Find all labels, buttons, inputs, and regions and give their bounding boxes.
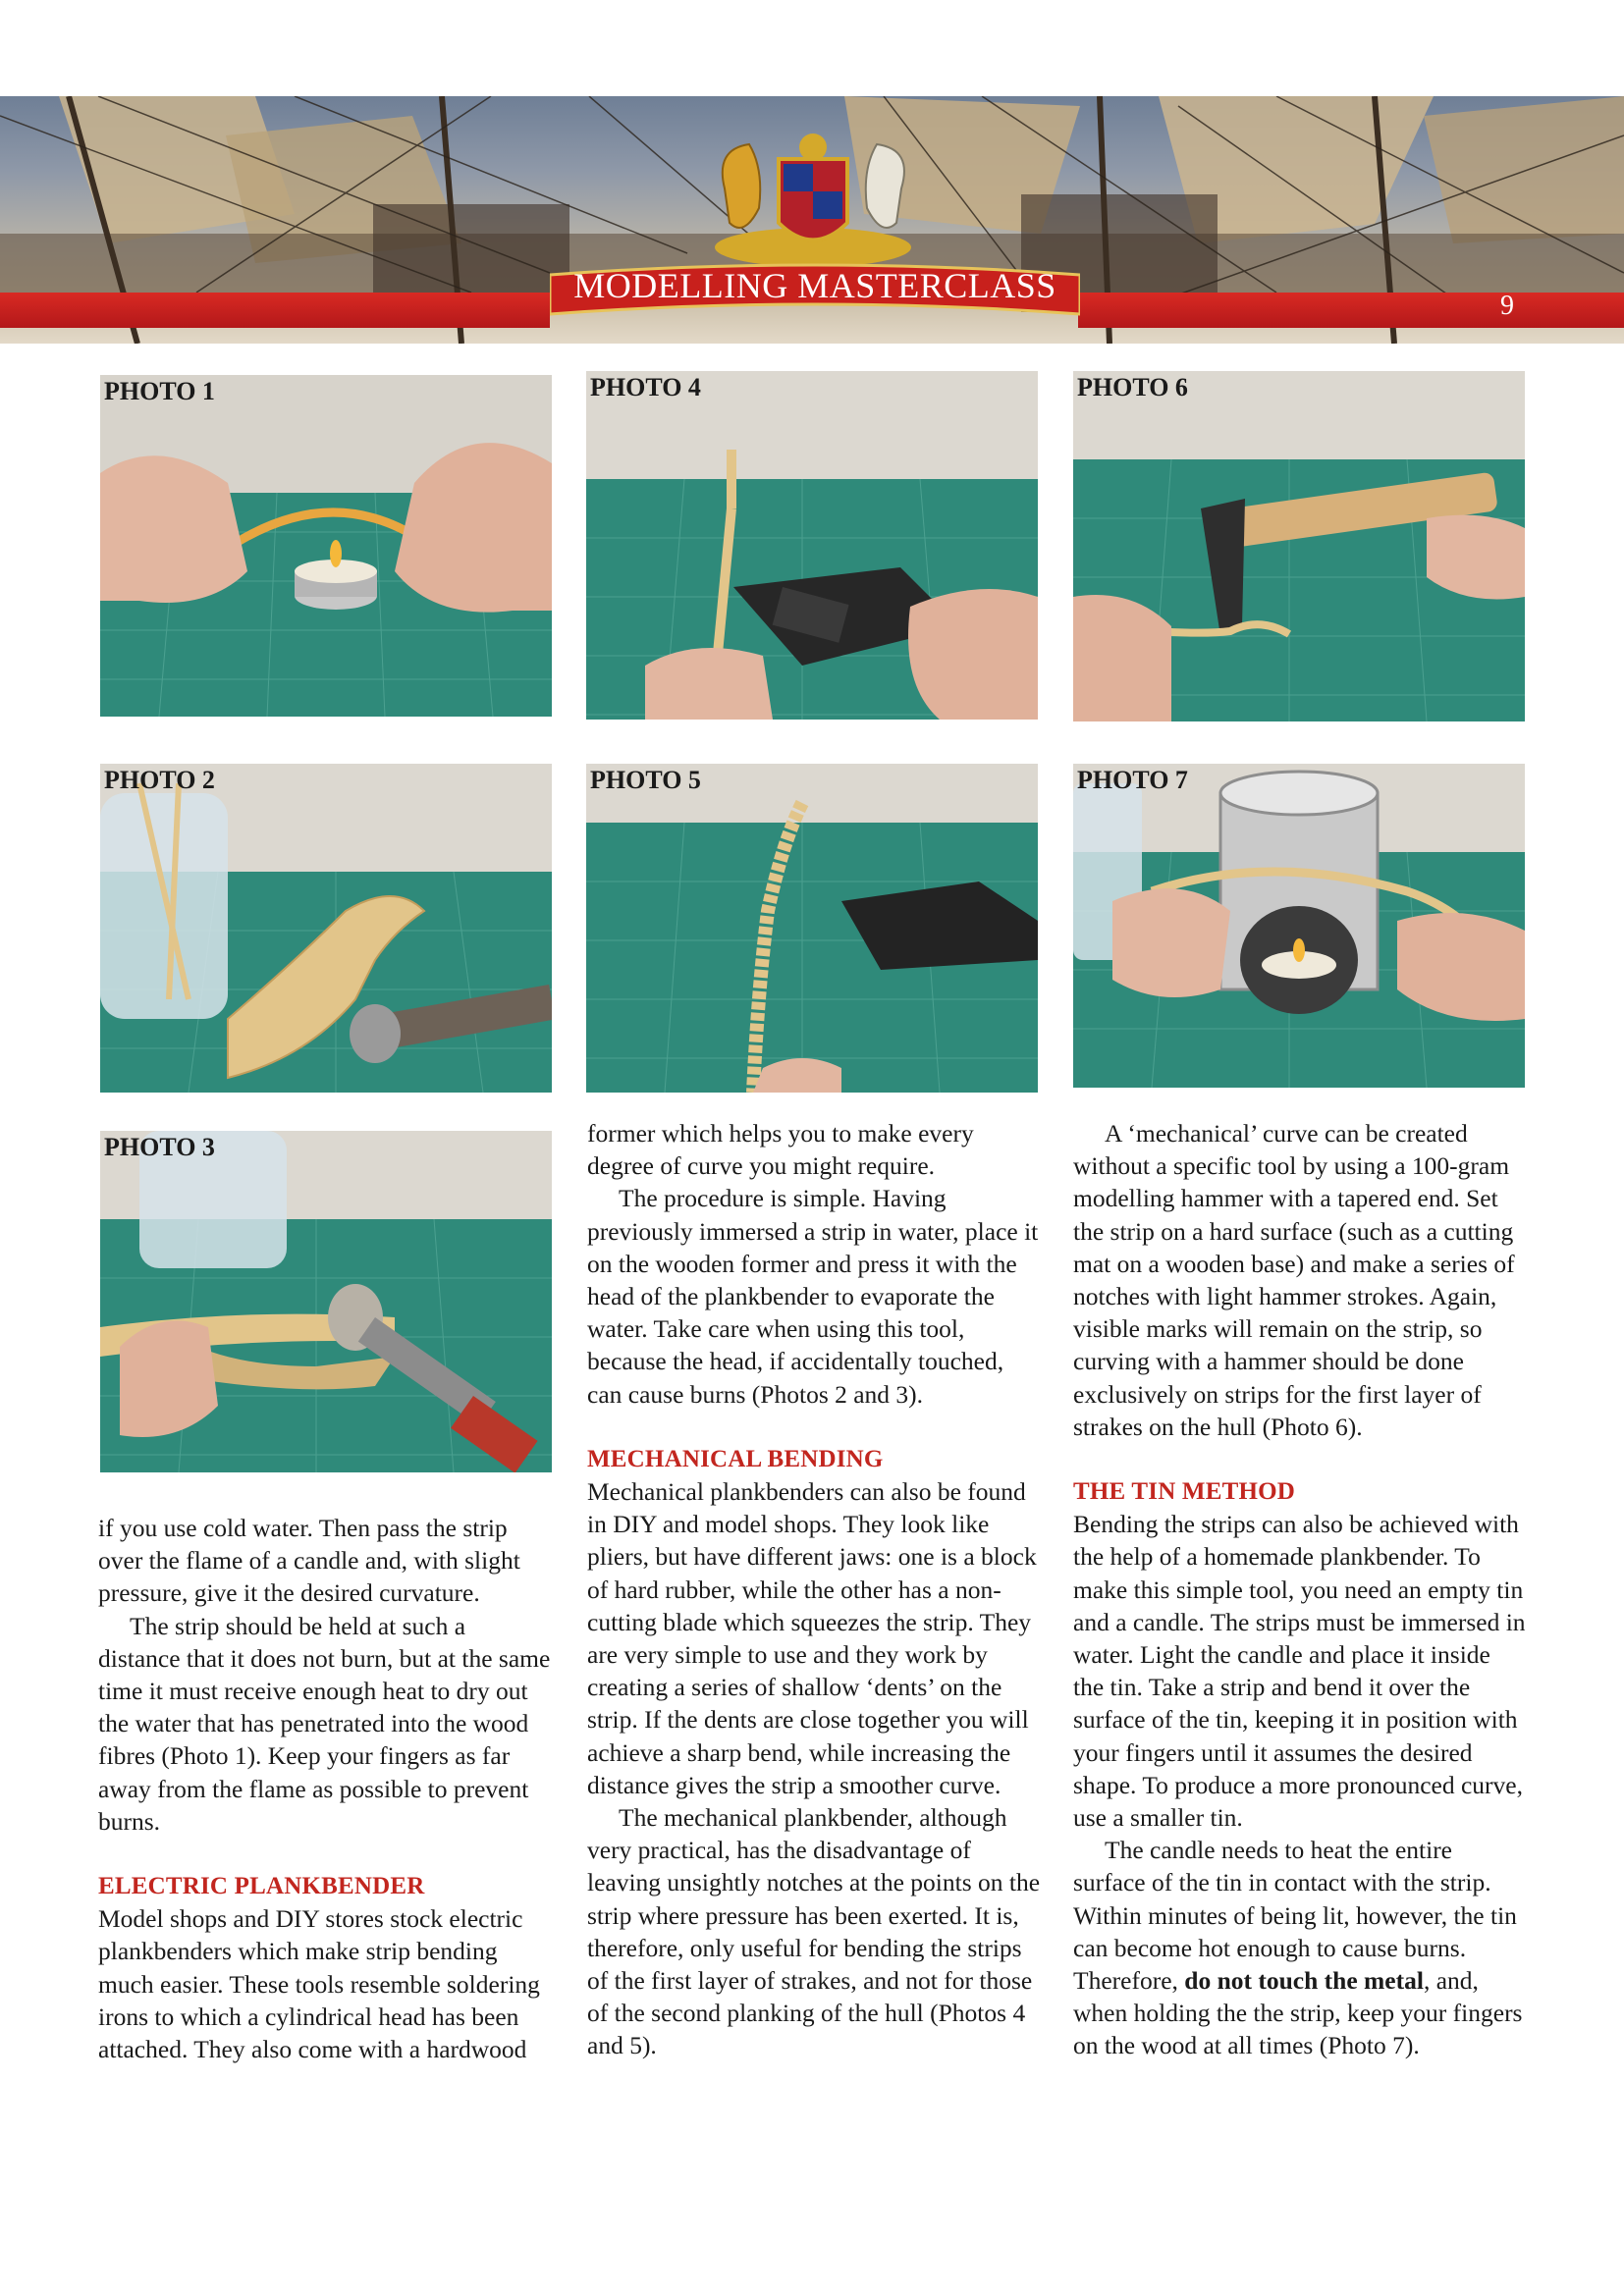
paragraph: The mechanical plankbender, although very practical, has the disadvantage of leaving unsightly notches at the points on the strip where pressure has been exerted. It is, therefore, only useful for bending the strips of the first layer of strakes, and not for those of the second planking of the hull (Photos 4 and 5). <box>587 1803 1041 2060</box>
photo-1-candle-bending <box>100 375 552 717</box>
photo-1-label: PHOTO 1 <box>104 377 215 405</box>
paragraph: if you use cold water. Then pass the strip over the flame of a candle and, with slight pressure, give it the desired curvature. <box>98 1514 520 1608</box>
paragraph: Bending the strips can also be achieved with the help of a homemade plankbender. To make this simple tool, you need an empty tin and a candle. The strips must be immersed in water. Light the candle and place it inside the tin. Take a strip and bend it over the surface of the tin, keeping it in position with your fingers until it assumes the desired shape. To produce a more pronounced curve, use a smaller tin. <box>1073 1510 1526 1833</box>
page-number: 9 <box>1500 291 1514 321</box>
photo-5-notched-strip <box>586 764 1038 1093</box>
photo-7-label: PHOTO 7 <box>1077 766 1188 794</box>
paragraph: The procedure is simple. Having previously immersed a strip in water, place it on the wooden former and press it with the head of the plankbender to evaporate the water. Take care when using this tool, because the head, if accidentally touched, can cause burns (Photos 2 and 3). <box>587 1184 1039 1409</box>
header-red-bar-right <box>1078 293 1624 328</box>
section-heading-electric-plankbender: ELECTRIC PLANKBENDER <box>98 1873 425 1900</box>
section-heading-mechanical-bending: MECHANICAL BENDING <box>587 1445 884 1472</box>
photo-4-mechanical-plankbender <box>586 371 1038 720</box>
photo-2-label: PHOTO 2 <box>104 766 215 794</box>
paragraph <box>1073 1834 1527 2061</box>
header-red-bar-left <box>0 293 550 328</box>
paragraph: Model shops and DIY stores stock electric plankbenders which make strip bending much easier. These tools resemble soldering irons to which a cylindrical head has been attached. They also come with a hardwood <box>98 1904 540 2064</box>
section-heading-tin-method: THE TIN METHOD <box>1073 1478 1295 1506</box>
text-column-2 <box>587 1117 1041 2062</box>
photo-4-label: PHOTO 4 <box>590 373 701 401</box>
paragraph-text: The candle needs to heat the entire surface of the tin in contact with the strip. Within minutes of being lit, however, the tin can become hot enough to cause burns. Therefore, <box>1073 1836 1517 1996</box>
paragraph: The strip should be held at such a distance that it does not burn, but at the same time it must receive enough heat to dry out the water that has penetrated into the wood fibres (Photo 1). Keep your fingers as far away from the flame as possible to prevent burns. <box>98 1611 551 1836</box>
paragraph: Mechanical plankbenders can also be found in DIY and model shops. They look like pliers, but have different jaws: one is a block of hard rubber, while the other has a non-cutting blade which squeezes the strip. They are very simple to use and they work by creating a series of shallow ‘dents’ on the strip. If the dents are close together you will achieve a sharp bend, while increasing the distance gives the strip a smoother curve. <box>587 1477 1037 1799</box>
text-column-1 <box>98 1512 552 2065</box>
photo-5-label: PHOTO 5 <box>590 766 701 794</box>
paragraph: former which helps you to make every degree of curve you might require. <box>587 1119 974 1181</box>
photo-6-label: PHOTO 6 <box>1077 373 1188 401</box>
photo-3-label: PHOTO 3 <box>104 1133 215 1161</box>
royal-crest-logo <box>705 130 921 277</box>
section-title: MODELLING MASTERCLASS <box>573 266 1056 305</box>
warning-bold-text: do not touch the metal <box>1184 1966 1424 1996</box>
text-column-3 <box>1073 1117 1527 2062</box>
photo-6-hammer-bending <box>1073 371 1525 721</box>
photo-3-plankbender-in-use <box>100 1131 552 1472</box>
photo-7-tin-method <box>1073 764 1525 1088</box>
paragraph: A ‘mechanical’ curve can be created without a specific tool by using a 100-gram modelling hammer with a tapered end. Set the strip on a hard surface (such as a cutting mat on a wooden base) and make a series of notches with light hammer strokes. Again, visible marks will remain on the strip, so curving with a hammer should be done exclusively on strips for the first layer of strakes on the hull (Photo 6). <box>1073 1119 1515 1441</box>
photo-2-electric-plankbender <box>100 764 552 1093</box>
paragraph-text: , and, when holding the the strip, keep your fingers on the wood at all times (Photo 7). <box>1073 1966 1523 2060</box>
